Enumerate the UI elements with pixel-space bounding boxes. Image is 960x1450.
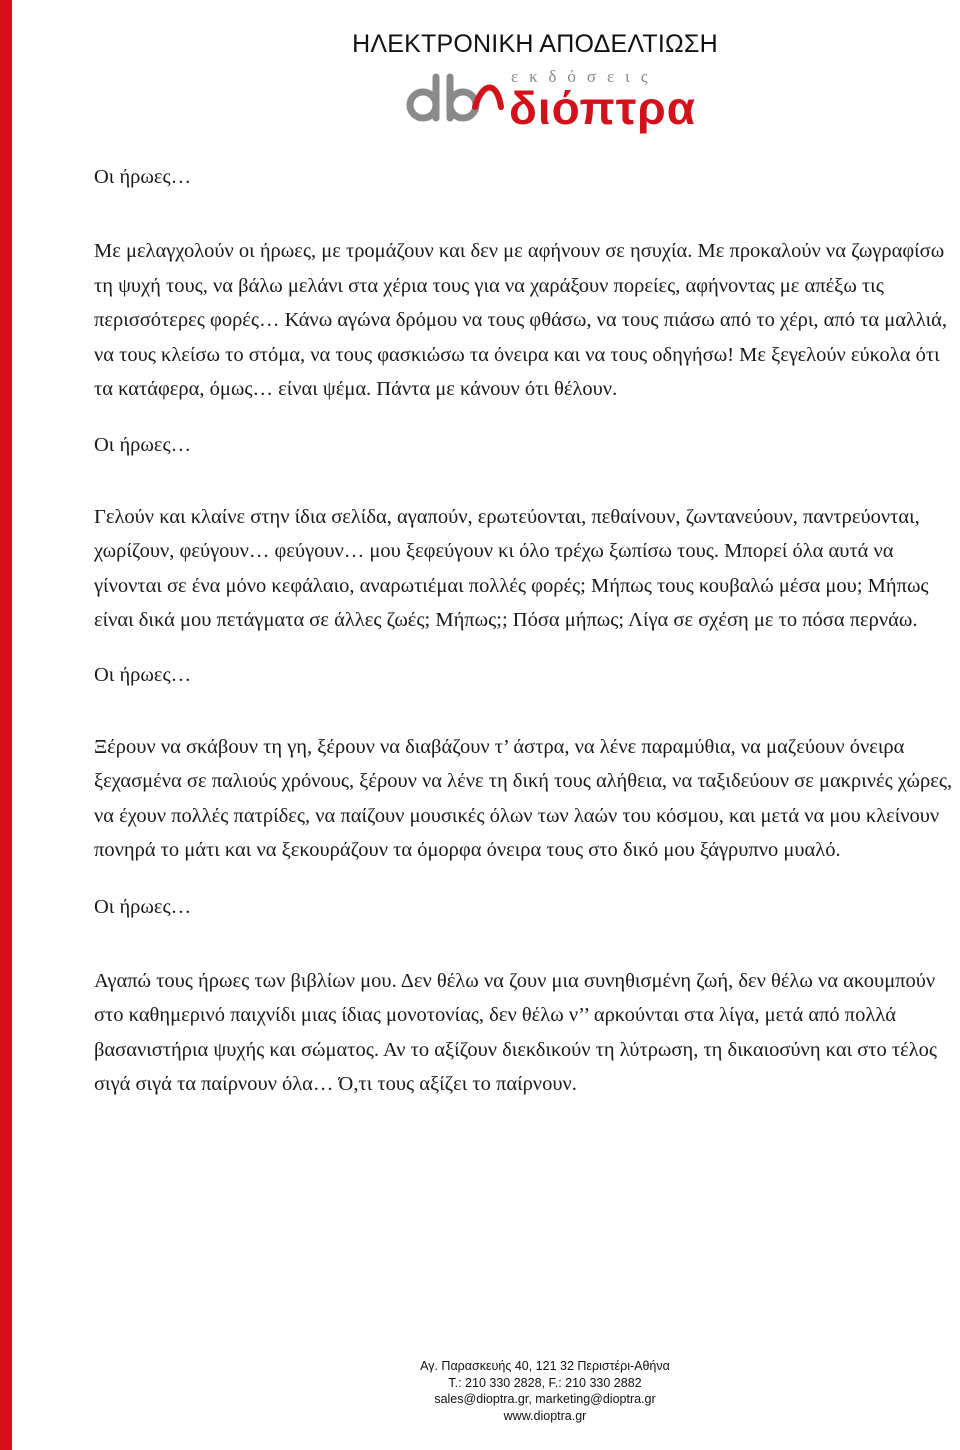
section-3-paragraph: Ξέρουν να σκάβουν τη γη, ξέρουν να διαβάζουν τ’ άστρα, να λένε παραμύθια, να μαζεύουν όνειρα ξεχασμένα σε παλιούς χρόνους, ξέρουν να λένε τη δική τους αλήθεια, να ταξιδεύουν σε μακρινές χώρες, να έχουν πολλές πατρίδες, να παίζουν μουσικές όλων των λαών του κόσμου, και μετά να μου κλείνουν πονηρά το μάτι και να ξεκουράζουν τα όμορφα όνειρα τους στο δικό μου ξάγρυπνο μυαλό.: [94, 735, 953, 861]
footer-website: www.dioptra.gr: [503, 1408, 587, 1423]
section-4-paragraph: Αγαπώ τους ήρωες των βιβλίων μου. Δεν θέλω να ζουν μια συνηθισμένη ζωή, δεν θέλω να ακουμπούν στο καθημερινό παιχνίδι μιας ίδιας μονοτονίας, δεν θέλω ν’’ αρκούνται στα λίγα, μετά από πολλά βασανιστήρια ψυχής και σώματος. Αν το αξίζουν διεκδικούν τη λύτρωση, τη δικαιοσύνη και στο τέλος σιγά σιγά τα παίρνουν όλα… Ό,τι τους αξίζει το παίρνουν.: [94, 969, 938, 1095]
document-header: [330, 30, 740, 134]
section-2-refrain: Οι ήρωες…: [94, 433, 192, 456]
publisher-logo: [405, 67, 696, 134]
section-1-paragraph: Με μελαγχολούν οι ήρωες, με τρομάζουν και δεν με αφήνουν σε ησυχία. Με προκαλούν να ζωγραφίσω τη ψυχή τους, να βάλω μελάνι στα χέρια τους για να χαράξουν πορείες, αφήνοντας με απέξω τις περισσότερες φορές… Κάνω αγώνα δρόμου να τους φθάσω, να τους πιάσω από το χέρι, από τα μαλλιά, να τους κλείσω το στόμα, να τους φασκιώσω τα όνειρα και να τους οδηγήσω! Με ξεγελούν εύκολα ότι τα κατάφερα, όμως… είναι ψέμα. Πάντα με κάνουν ότι θέλουν.: [94, 240, 947, 400]
section-3-refrain: Οι ήρωες…: [94, 663, 192, 686]
document-body: [94, 160, 956, 1102]
footer-phones: Τ.: 210 330 2828, F.: 210 330 2882: [448, 1375, 642, 1390]
footer-address: Αγ. Παρασκευής 40, 121 32 Περιστέρι-Αθήνα: [420, 1359, 670, 1373]
db-logo-mark-icon: [405, 71, 505, 127]
footer-emails: sales@dioptra.gr, marketing@dioptra.gr: [434, 1392, 656, 1406]
logo-wordmark: διόπτρα: [509, 82, 696, 134]
document-heading: ΗΛΕΚΤΡΟΝΙΚΗ ΑΠΟΔΕΛΤΙΩΣΗ: [352, 30, 718, 58]
page-edge-bar: [0, 0, 12, 1450]
section-4-refrain: Οι ήρωες…: [94, 895, 192, 918]
contact-footer: [345, 1358, 745, 1424]
logo-tagline: εκδόσεις: [511, 67, 659, 86]
logo-mark-text: db: [405, 71, 406, 72]
section-2-paragraph: Γελούν και κλαίνε στην ίδια σελίδα, αγαπούν, ερωτεύονται, πεθαίνουν, ζωντανεύουν, παντρεύονται, χωρίζουν, φεύγουν… φεύγουν… μου ξεφεύγουν κι όλο τρέχω ξωπίσω τους. Μπορεί όλα αυτά να γίνονται σε ένα μόνο κεφάλαιο, αναρωτιέμαι πολλές φορές; Μήπως τους κουβαλώ μέσα μου; Μήπως είναι δικά μου πετάγματα σε άλλες ζωές; Μήπως;; Πόσα μήπως; Λίγα σε σχέση με το πόσα περνάω.: [94, 505, 929, 631]
section-1-refrain: Οι ήρωες…: [94, 166, 192, 188]
